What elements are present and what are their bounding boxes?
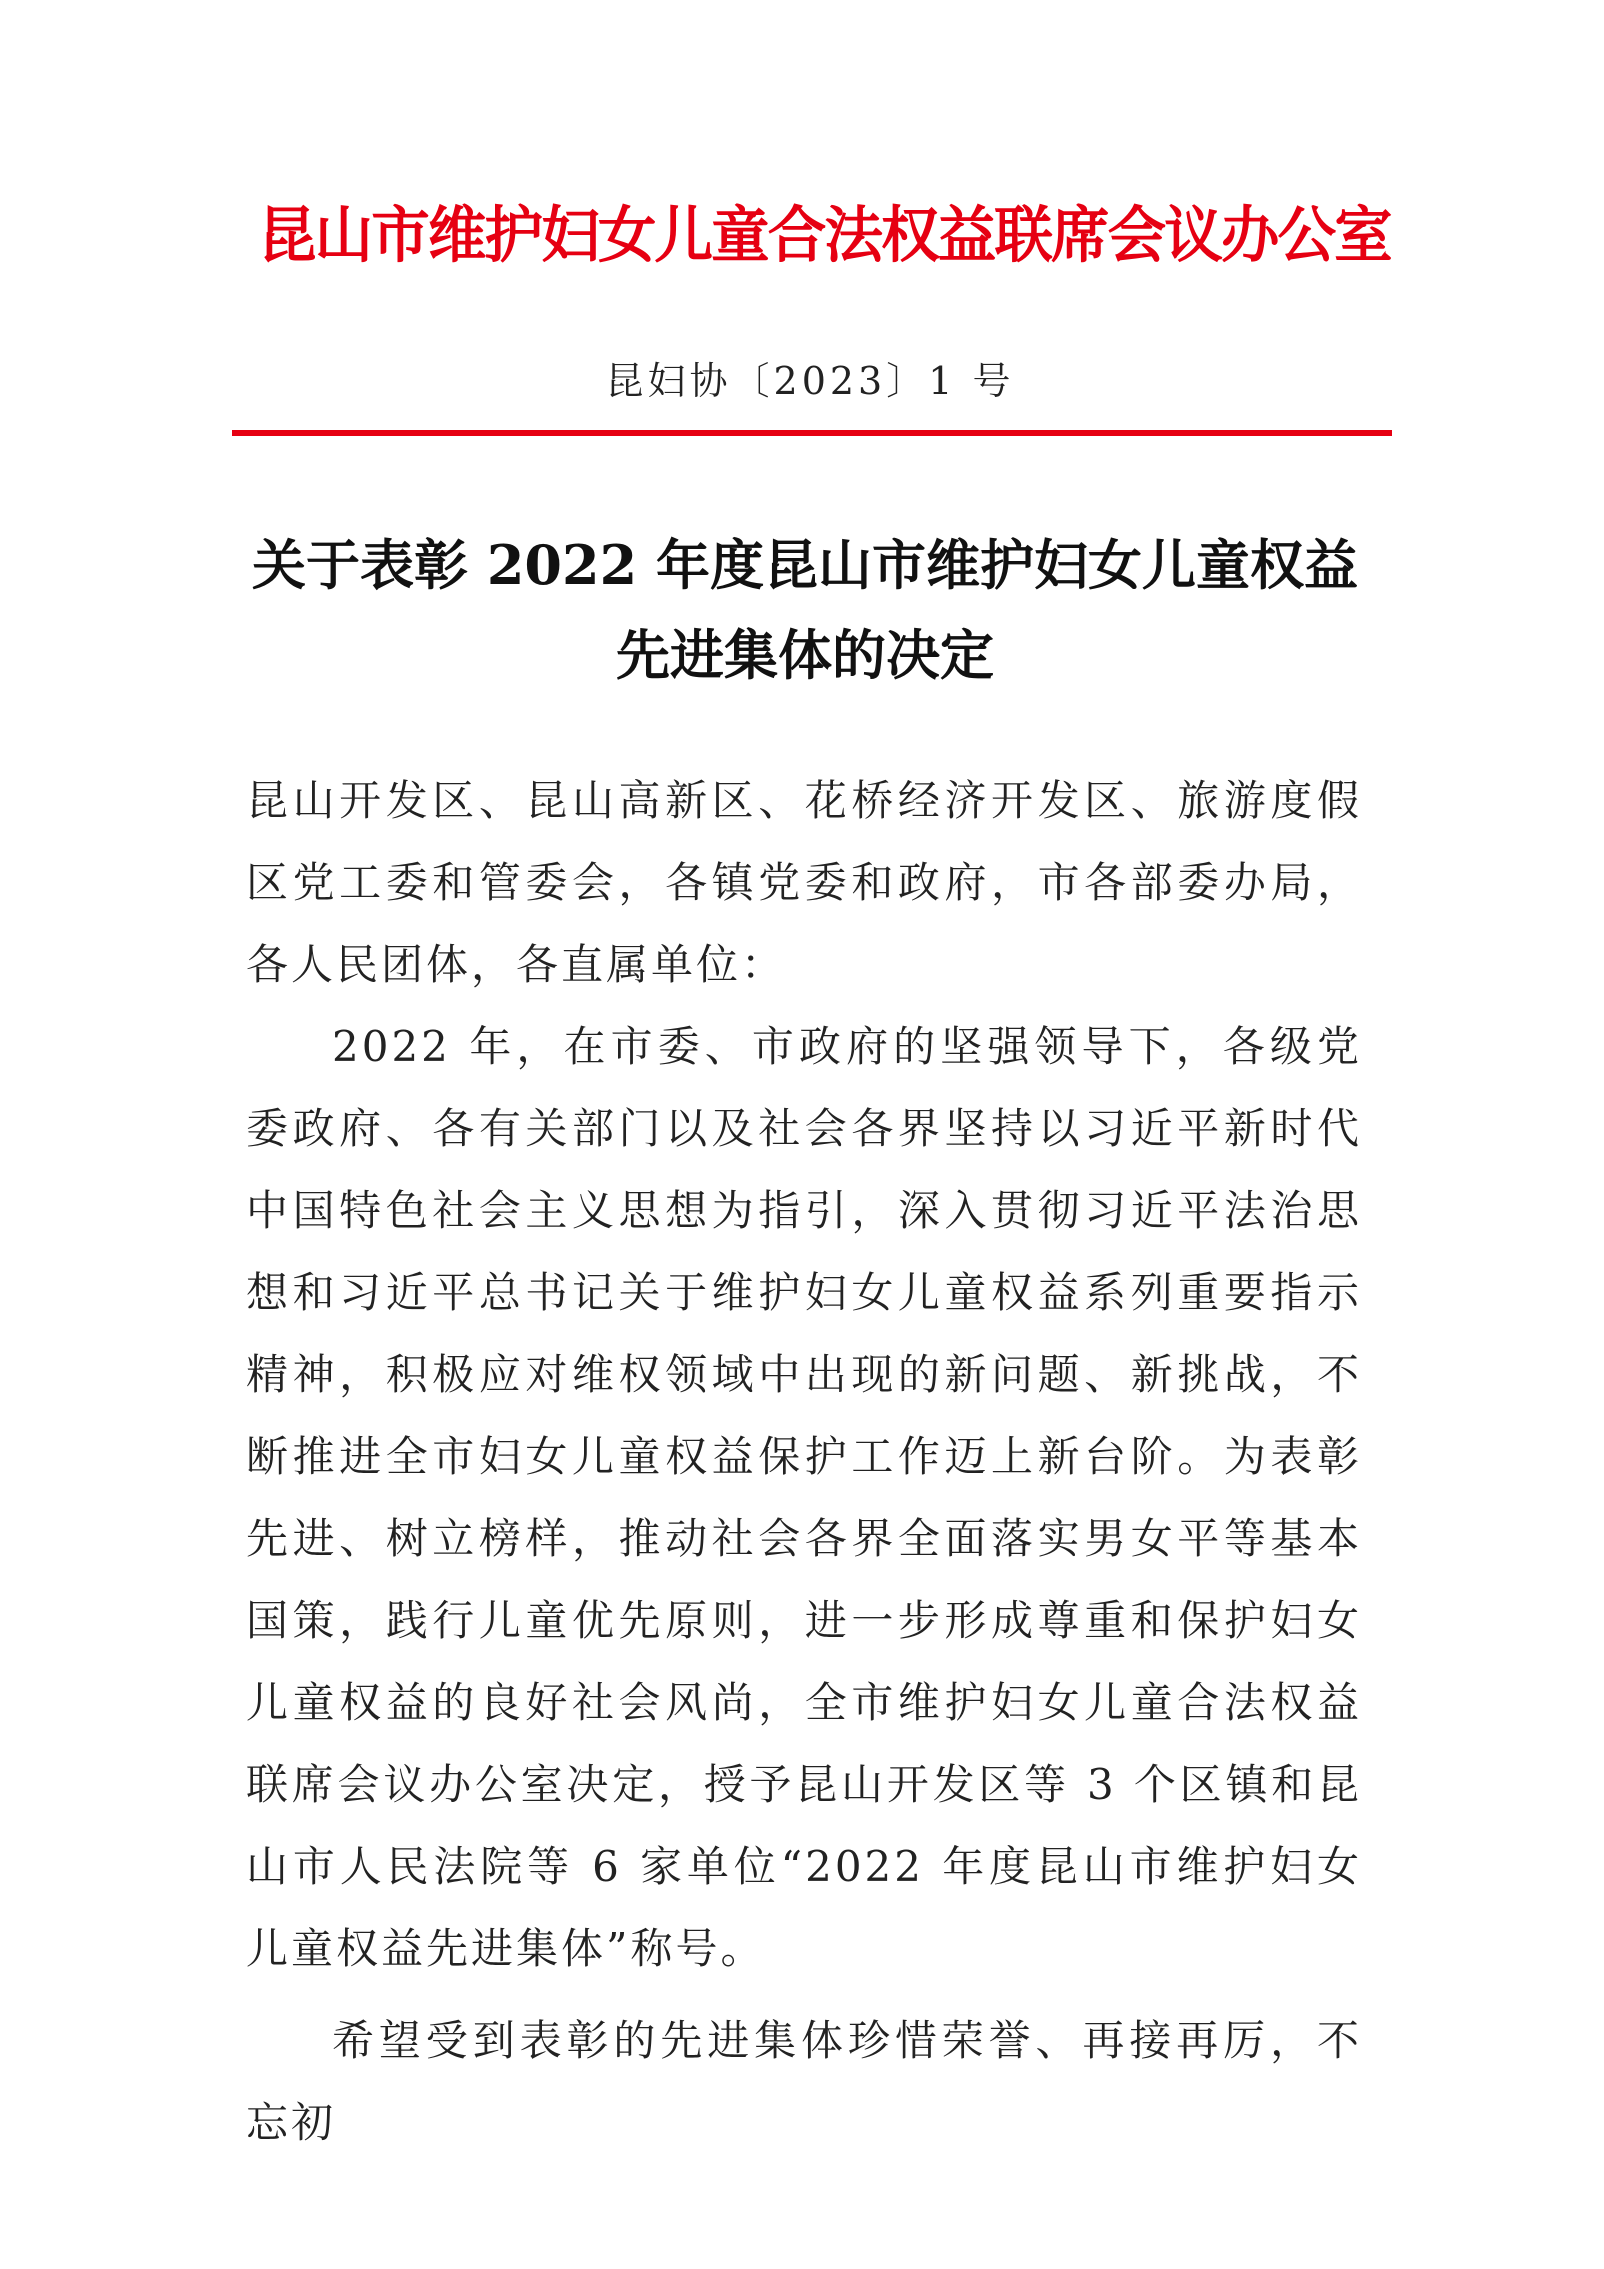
document-title-line-2: 先进集体的决定 [616, 623, 994, 687]
body-paragraph-2: 希望受到表彰的先进集体珍惜荣誉、再接再厉，不忘初 [246, 2016, 1362, 2147]
document-number: 昆妇协〔2023〕1 号 [605, 359, 1015, 403]
header-divider-line [232, 430, 1392, 436]
body-paragraph-1: 2022 年，在市委、市政府的坚强领导下，各级党委政府、各有关部门以及社会各界坚持以习近平新时代中国特色社会主义思想为指引，深入贯彻习近平法治思想和习近平总书记关于维护妇女儿童权益系列重要指示精神，积极应对维权领域中出现的新问题、新挑战，不断推进全市妇女儿童权益保护工作迈上新台阶。为表彰先进、树立榜样，推动社会各界全面落实男女平等基本国策，践行儿童优先原则，进一步形成尊重和保护妇女儿童权益的良好社会风尚，全市维护妇女儿童合法权益联席会议办公室决定，授予昆山开发区等 3 个区镇和昆山市人民法院等 6 家单位“2022 年度昆山市维护妇女儿童权益先进集体”称号。 [246, 1022, 1362, 1973]
document-title-line-1: 关于表彰 2022 年度昆山市维护妇女儿童权益 [252, 533, 1358, 597]
document-body [246, 760, 1362, 2164]
addressee-paragraph: 昆山开发区、昆山高新区、花桥经济开发区、旅游度假区党工委和管委会，各镇党委和政府，市各部委办局，各人民团体，各直属单位： [246, 776, 1362, 989]
issuing-organization-header: 昆山市维护妇女儿童合法权益联席会议办公室 [258, 200, 1391, 271]
document-title [200, 520, 1410, 700]
